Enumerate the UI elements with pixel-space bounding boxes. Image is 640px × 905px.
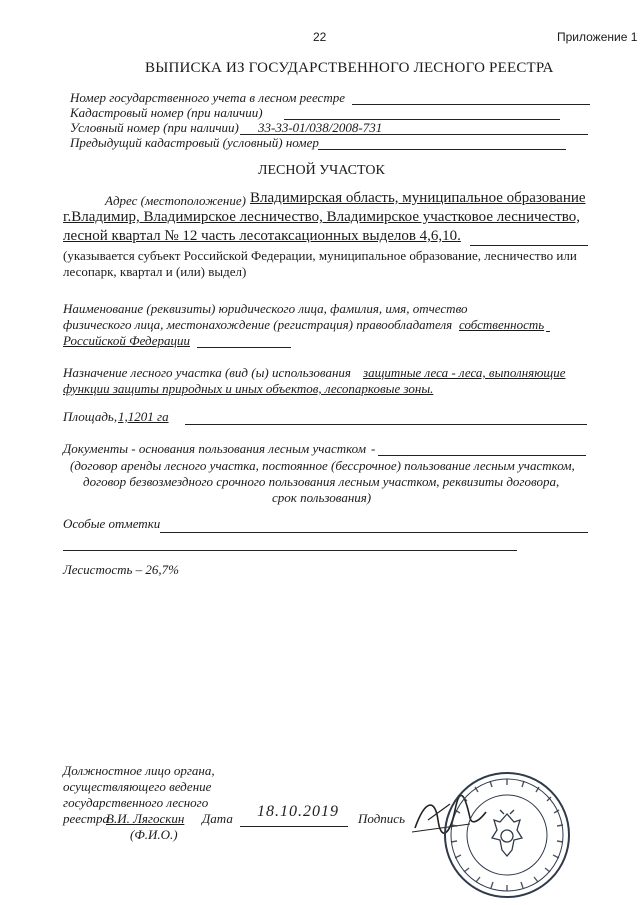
documents-value: - [371, 441, 376, 456]
page-number: 22 [313, 30, 327, 44]
area-value: 1,1201 га [118, 409, 169, 424]
official-line-2: осуществляющего ведение [63, 779, 212, 794]
purpose-value-1: защитные леса - леса, выполняющие [363, 365, 566, 380]
documents-hint-2: договор безвозмездного срочного пользования лесным участком, реквизиты договора, [83, 474, 560, 489]
cadastral-label: Кадастровый номер (при наличии) [70, 105, 263, 120]
official-line-4-prefix: реестра [63, 811, 110, 826]
section-title: ЛЕСНОЙ УЧАСТОК [258, 163, 385, 178]
holder-value-1: собственность [459, 317, 545, 332]
official-line-1: Должностное лицо органа, [63, 763, 215, 778]
date-label: Дата [202, 811, 233, 826]
address-label: Адрес (местоположение) [105, 193, 246, 208]
area-line [185, 424, 587, 425]
date-value: 18.10.2019 [257, 803, 339, 820]
fio-hint: (Ф.И.О.) [130, 827, 178, 842]
documents-hint-3: срок пользования) [272, 490, 372, 505]
purpose-label: Назначение лесного участка (вид (ы) использования [63, 365, 351, 380]
holder-line-2 [197, 347, 291, 348]
conditional-label: Условный номер (при наличии) [70, 120, 239, 135]
address-line-2: г.Владимир, Владимирское лесничество, Владимирское участковое лесничество, [63, 209, 580, 225]
date-line [240, 826, 348, 827]
address-line-1: Владимирская область, муниципальное образование [250, 190, 586, 206]
holder-value-2: Российской Федерации [63, 333, 191, 348]
documents-label: Документы - основания пользования лесным участком [63, 441, 366, 456]
area-label: Площадь, [63, 409, 118, 424]
appendix-label: Приложение 1 [557, 30, 638, 44]
holder-label-2: физического лица, местонахождение (регистрация) правообладателя [63, 317, 453, 332]
previous-number-line [318, 149, 566, 150]
address-hint-1: (указывается субъект Российской Федерации, муниципальное образование, лесничество или [63, 248, 577, 263]
address-line-3-rule [470, 245, 588, 246]
official-line-3: государственного лесного [63, 795, 209, 810]
notes-label: Особые отметки [63, 516, 161, 531]
signature-label: Подпись [358, 811, 405, 826]
previous-number-label: Предыдущий кадастровый (условный) номер [70, 135, 319, 150]
address-hint-2: лесопарк, квартал и (или) выдел) [63, 264, 247, 279]
address-line-3: лесной квартал № 12 часть лесотаксационных выделов 4,6,10. [63, 228, 461, 244]
documents-line [378, 455, 586, 456]
purpose-value-2: функции защиты природных и иных объектов, лесопарковые зоны. [63, 381, 434, 396]
forest-cover: Лесистость – 26,7% [63, 562, 179, 577]
official-name: В.И. Лягоскин [106, 811, 185, 826]
official-stamp [442, 770, 572, 900]
state-number-label: Номер государственного учета в лесном реестре [70, 90, 345, 105]
notes-line-1 [160, 532, 588, 533]
documents-hint-1: (договор аренды лесного участка, постоянное (бессрочное) пользование лесным участком, [70, 458, 575, 473]
conditional-value: 33-33-01/038/2008-731 [258, 120, 383, 135]
notes-line-2 [63, 550, 517, 551]
holder-line-1 [546, 331, 550, 332]
state-number-line [352, 104, 590, 105]
document-title: ВЫПИСКА ИЗ ГОСУДАРСТВЕННОГО ЛЕСНОГО РЕЕСТРА [145, 60, 554, 76]
holder-label-1: Наименование (реквизиты) юридического лица, фамилия, имя, отчество [63, 301, 468, 316]
